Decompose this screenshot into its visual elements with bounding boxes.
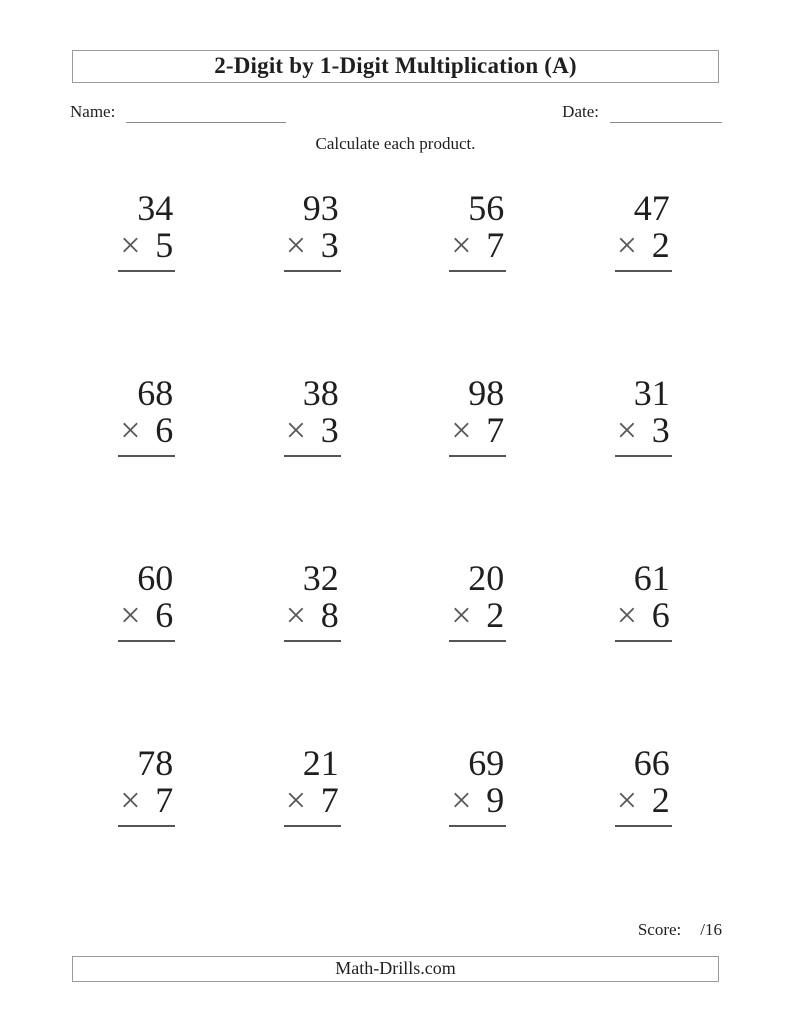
page-title: 2-Digit by 1-Digit Multiplication (A) xyxy=(214,53,577,78)
problem-cell xyxy=(561,190,727,375)
multiplier: 7 xyxy=(486,410,505,450)
multiplication-problem xyxy=(615,190,672,272)
times-sign: × xyxy=(285,410,307,450)
problem-cell xyxy=(230,745,396,930)
name-blank-line xyxy=(126,101,286,123)
multiplier: 7 xyxy=(486,225,505,265)
multiplier-row xyxy=(617,227,670,264)
times-sign: × xyxy=(451,225,472,265)
name-field-group xyxy=(70,97,286,123)
multiplicand: 38 xyxy=(302,373,339,413)
multiplication-problem xyxy=(284,745,341,827)
multiplication-problem xyxy=(449,190,506,272)
problem-cell xyxy=(561,560,727,745)
instruction-text: Calculate each product. xyxy=(315,134,476,153)
multiplier-row xyxy=(120,597,173,634)
multiplier: 6 xyxy=(155,595,174,635)
times-sign: × xyxy=(120,780,141,820)
multiplication-problem xyxy=(615,745,672,827)
problem-cell xyxy=(230,560,396,745)
multiplier-row xyxy=(286,782,339,819)
times-sign: × xyxy=(616,780,638,820)
times-sign: × xyxy=(285,780,307,820)
multiplier-row xyxy=(451,412,504,449)
multiplicand: 47 xyxy=(633,188,670,228)
multiplier: 7 xyxy=(320,780,339,820)
multiplier: 6 xyxy=(651,595,670,635)
score-value: /16 xyxy=(700,920,722,939)
multiplicand: 31 xyxy=(633,373,670,413)
multiplicand: 32 xyxy=(302,558,339,598)
multiplier: 2 xyxy=(651,225,670,265)
multiplier: 3 xyxy=(320,410,339,450)
times-sign: × xyxy=(285,225,307,265)
problem-cell xyxy=(230,375,396,560)
multiplicand: 56 xyxy=(468,188,505,228)
date-label: Date: xyxy=(562,102,599,121)
problem-cell xyxy=(561,375,727,560)
worksheet-title-box xyxy=(72,50,719,83)
multiplier: 2 xyxy=(486,595,505,635)
times-sign: × xyxy=(285,595,307,635)
multiplier: 8 xyxy=(320,595,339,635)
multiplicand: 34 xyxy=(137,188,174,228)
problem-cell xyxy=(64,560,230,745)
multiplicand: 98 xyxy=(468,373,505,413)
times-sign: × xyxy=(120,410,141,450)
multiplication-problem xyxy=(615,560,672,642)
date-blank-line xyxy=(610,101,722,123)
problem-cell xyxy=(64,190,230,375)
multiplier: 2 xyxy=(651,780,670,820)
multiplicand: 61 xyxy=(633,558,670,598)
multiplier: 6 xyxy=(155,410,174,450)
multiplication-problem xyxy=(449,375,506,457)
times-sign: × xyxy=(120,595,141,635)
times-sign: × xyxy=(616,595,638,635)
date-field-group xyxy=(562,97,722,123)
problem-cell xyxy=(395,375,561,560)
multiplication-problem xyxy=(118,190,175,272)
multiplicand: 21 xyxy=(302,743,339,783)
multiplier: 5 xyxy=(155,225,174,265)
problem-cell xyxy=(395,190,561,375)
score-label: Score: xyxy=(637,920,682,939)
multiplicand: 60 xyxy=(137,558,174,598)
footer-box xyxy=(72,956,719,982)
multiplication-problem xyxy=(615,375,672,457)
problem-cell xyxy=(395,560,561,745)
multiplicand: 93 xyxy=(302,188,339,228)
score-row xyxy=(638,920,722,940)
multiplier-row xyxy=(451,227,504,264)
multiplicand: 20 xyxy=(468,558,505,598)
multiplier-row xyxy=(286,227,339,264)
times-sign: × xyxy=(616,410,638,450)
multiplier: 9 xyxy=(486,780,505,820)
times-sign: × xyxy=(451,595,472,635)
multiplication-problem xyxy=(284,375,341,457)
name-label: Name: xyxy=(70,102,116,121)
multiplier-row xyxy=(286,597,339,634)
multiplier-row xyxy=(617,412,670,449)
multiplication-problem xyxy=(284,560,341,642)
times-sign: × xyxy=(120,225,141,265)
multiplier-row xyxy=(286,412,339,449)
multiplier-row xyxy=(451,597,504,634)
multiplier-row xyxy=(451,782,504,819)
multiplicand: 66 xyxy=(633,743,670,783)
multiplicand: 78 xyxy=(137,743,174,783)
name-date-row xyxy=(70,97,722,123)
problem-cell xyxy=(64,745,230,930)
multiplier-row xyxy=(617,597,670,634)
multiplier-row xyxy=(120,782,173,819)
multiplicand: 68 xyxy=(137,373,174,413)
multiplication-problem xyxy=(118,560,175,642)
times-sign: × xyxy=(616,225,638,265)
multiplier: 3 xyxy=(320,225,339,265)
times-sign: × xyxy=(451,410,472,450)
problem-cell xyxy=(230,190,396,375)
problem-cell xyxy=(64,375,230,560)
problem-cell xyxy=(395,745,561,930)
multiplication-problem xyxy=(449,745,506,827)
problems-grid xyxy=(64,190,726,930)
multiplicand: 69 xyxy=(468,743,505,783)
site-name: Math-Drills.com xyxy=(335,958,456,978)
multiplication-problem xyxy=(284,190,341,272)
multiplier-row xyxy=(120,227,173,264)
multiplier-row xyxy=(617,782,670,819)
problem-cell xyxy=(561,745,727,930)
multiplier: 7 xyxy=(155,780,174,820)
multiplication-problem xyxy=(118,745,175,827)
multiplication-problem xyxy=(449,560,506,642)
multiplier-row xyxy=(120,412,173,449)
multiplication-problem xyxy=(118,375,175,457)
multiplier: 3 xyxy=(651,410,670,450)
times-sign: × xyxy=(451,780,472,820)
